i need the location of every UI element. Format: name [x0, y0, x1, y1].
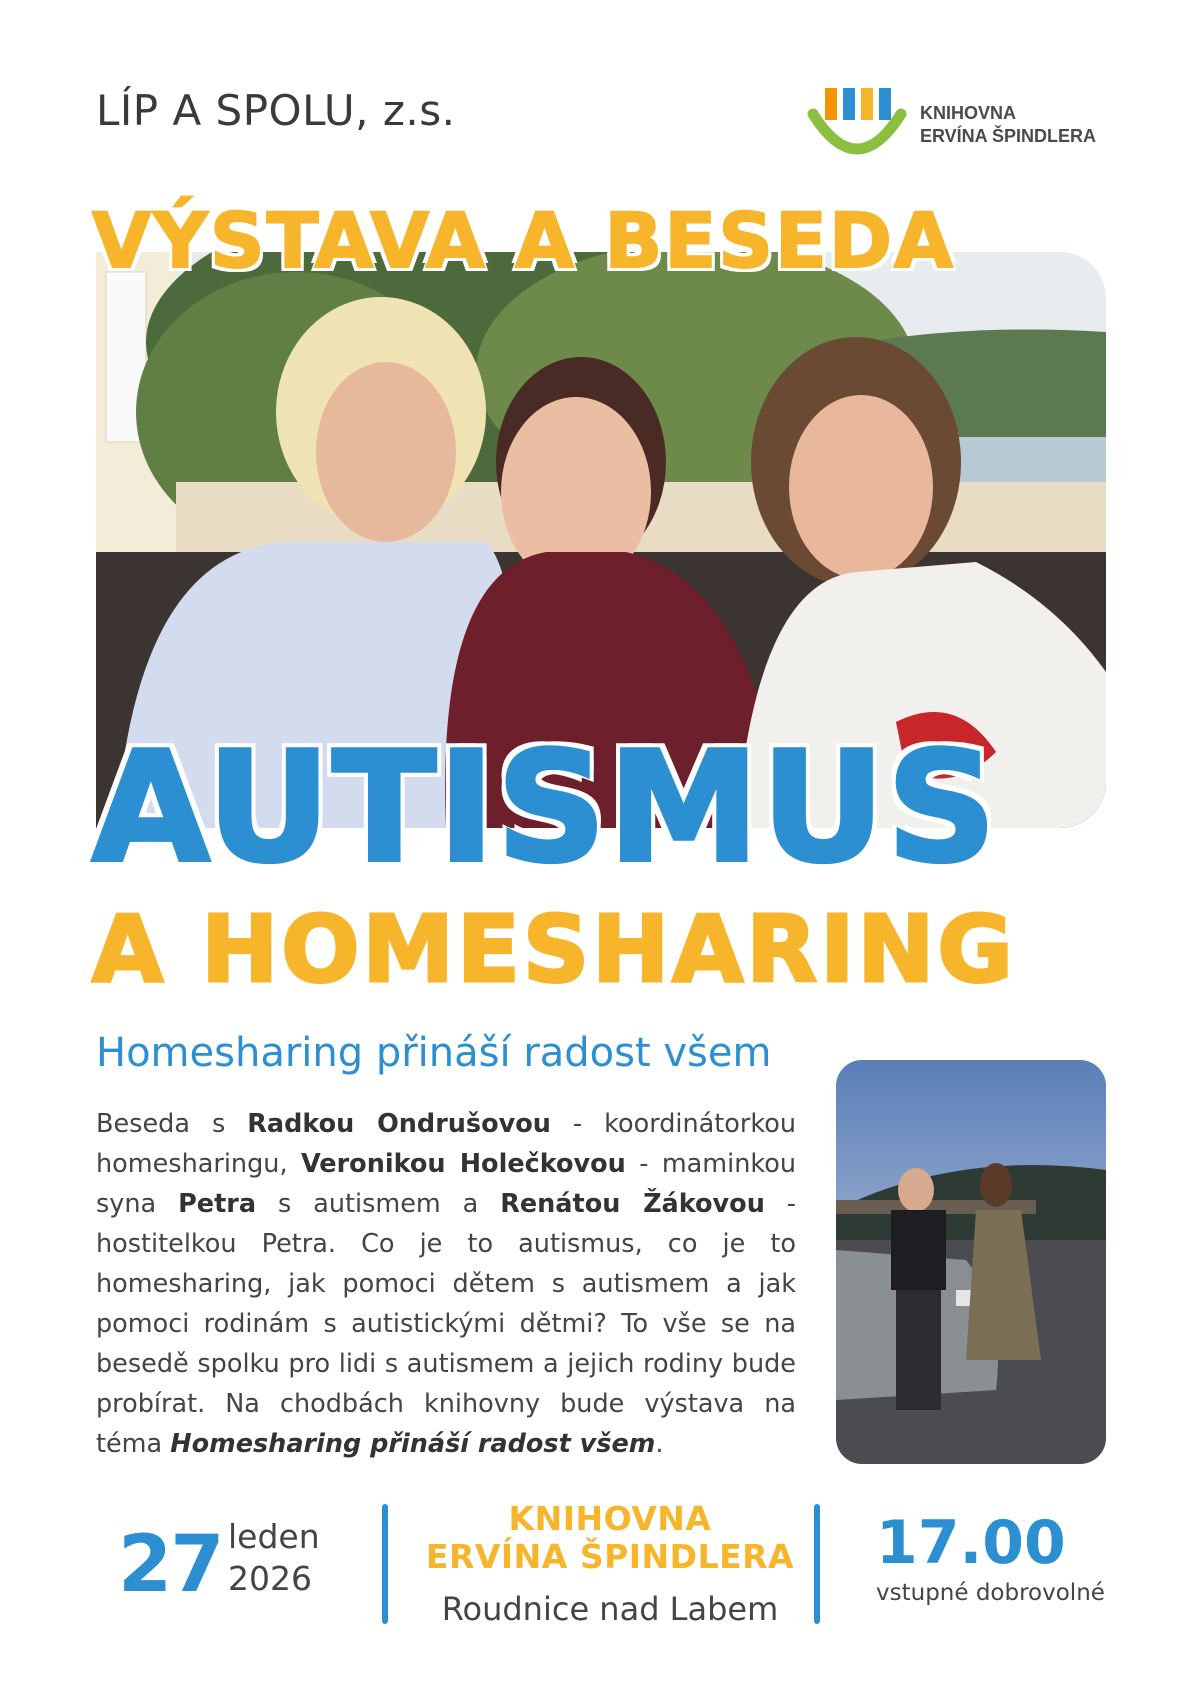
event-day: 27: [118, 1520, 223, 1610]
speaker-name: Renátou Žákovou: [500, 1189, 765, 1219]
description: Beseda s Radkou Ondrušovou - koordinátorkou homesharingu, Veronikou Holečkovou - maminkou syna Petra s autismem a Renátou Žákovou - hostitelkou Petra. Co je to autismus, co je to homesharing, jak pomoci dětem s autismem a jak pomoci rodinám s autistickými dětmi? To vše se na besedě spolku pro lidi s autismem a jejich rodiny bude probírat. Na chodbách knihovny bude výstava na téma Homesharing přináší radost všem.: [96, 1109, 797, 1459]
headline-main: AUTISMUS: [92, 719, 999, 896]
event-year: 2026: [228, 1559, 312, 1598]
headline-sub: A HOMESHARING: [92, 896, 1016, 1003]
event-month-year: [228, 1516, 320, 1600]
logo-text-line2: ERVÍNA ŠPINDLERA: [920, 126, 1097, 146]
library-logo: [805, 84, 1105, 164]
speaker-name: Radkou Ondrušovou: [247, 1109, 551, 1139]
event-time: 17.00: [876, 1508, 1066, 1578]
logo-text-line1: KNIHOVNA: [920, 103, 1017, 123]
speaker-name: Petra: [178, 1189, 257, 1219]
subtitle: Homesharing přináší radost všem: [96, 1030, 772, 1076]
venue-city: Roudnice nad Labem: [441, 1590, 779, 1628]
divider: [382, 1504, 388, 1624]
event-venue: [420, 1500, 800, 1628]
headline-top: VÝSTAVA A BESEDA: [92, 196, 955, 285]
venue-name-line1: KNIHOVNA: [508, 1499, 712, 1538]
entry-fee: vstupné dobrovolné: [876, 1580, 1105, 1606]
library-logo-icon: [805, 84, 910, 164]
secondary-photo: [836, 1060, 1106, 1464]
speaker-name: Veronikou Holečkovou: [300, 1149, 626, 1179]
exhibition-title: Homesharing přináší radost všem: [170, 1429, 656, 1459]
divider: [814, 1504, 820, 1624]
org-name: LÍP A SPOLU, z.s.: [96, 86, 456, 135]
event-month: leden: [228, 1517, 320, 1556]
venue-name-line2: ERVÍNA ŠPINDLERA: [425, 1537, 795, 1576]
